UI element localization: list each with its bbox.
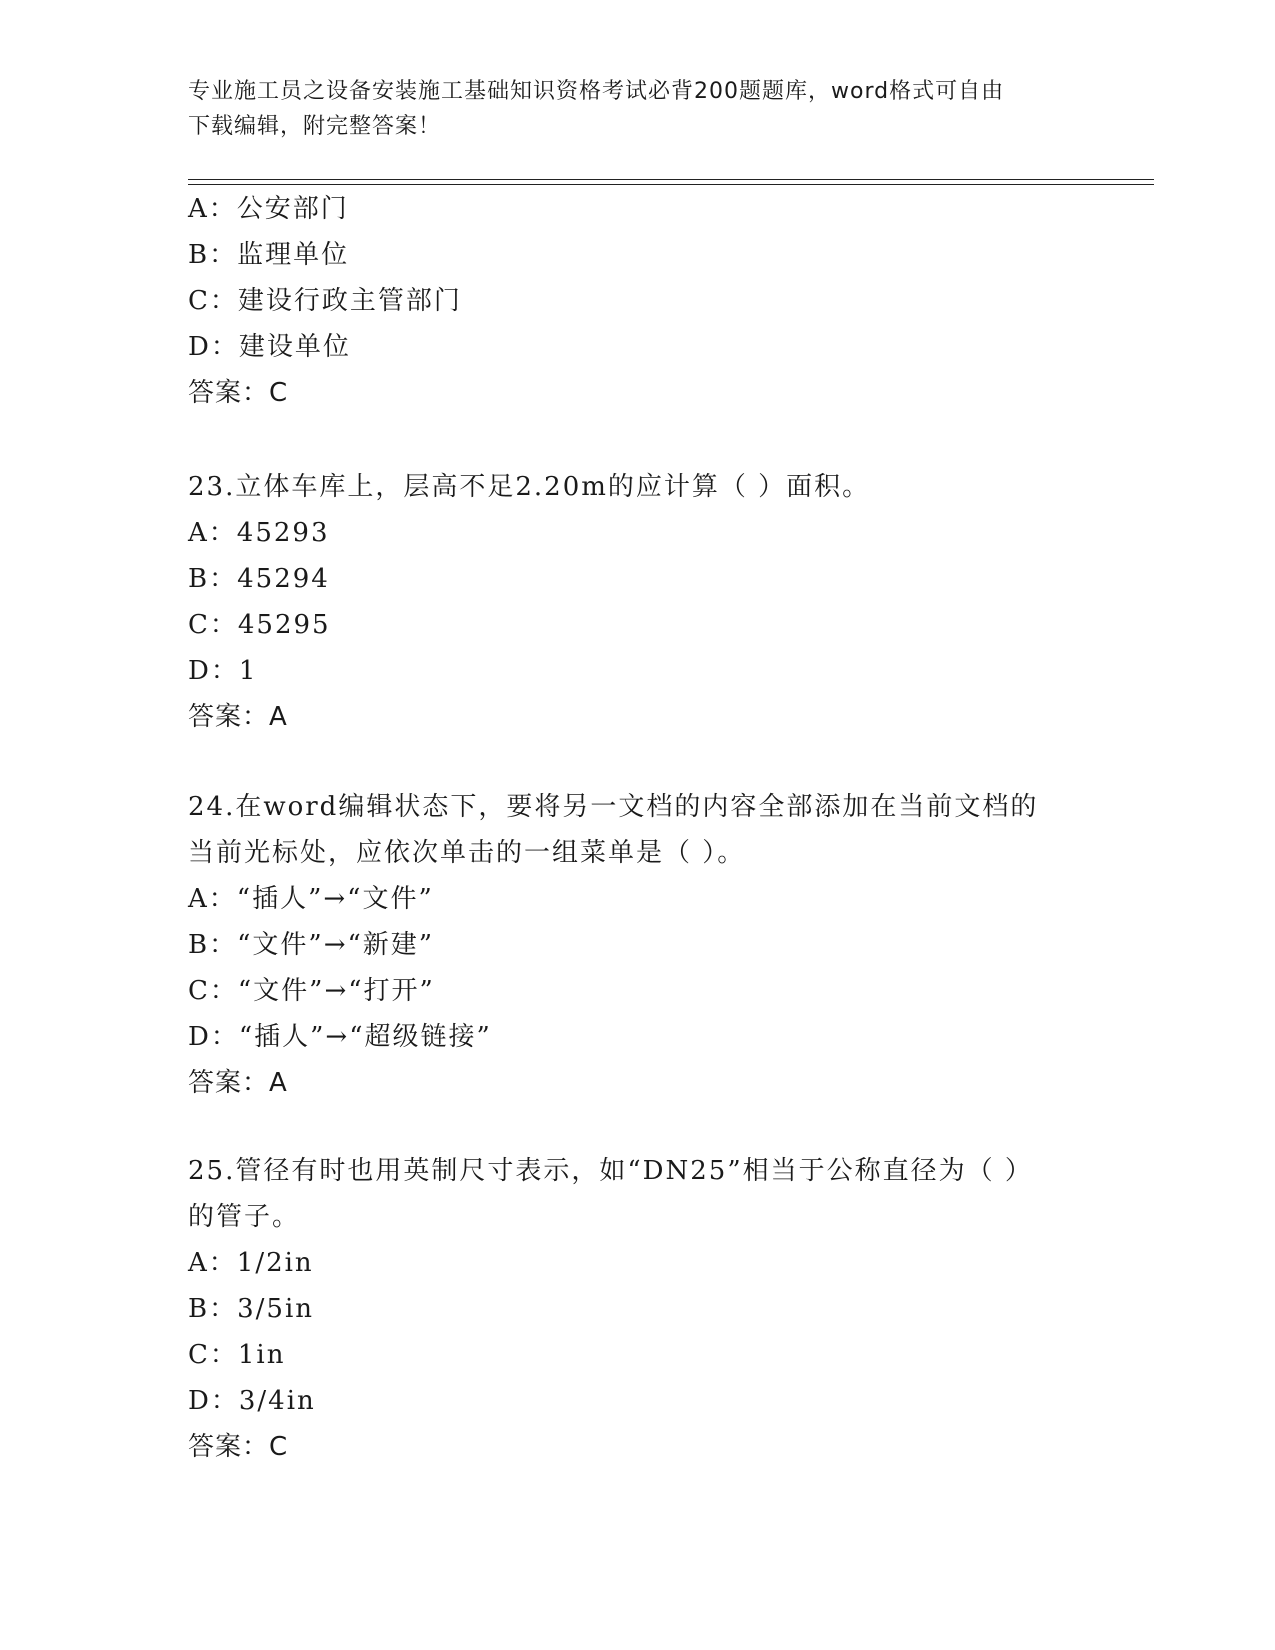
- option-c: C：45295: [188, 610, 331, 640]
- option-b: B：监理单位: [188, 240, 350, 270]
- option-a: A：45293: [188, 518, 330, 548]
- answer-line: 答案：A: [188, 1068, 288, 1098]
- answer-line: 答案：C: [188, 378, 289, 408]
- header-divider-top: [188, 179, 1154, 180]
- header-line-2: 下载编辑，附完整答案！: [188, 114, 442, 139]
- document-header: [188, 74, 1068, 144]
- question-23-block: [188, 464, 1088, 740]
- option-b: B：45294: [188, 564, 330, 594]
- option-a: A：公安部门: [188, 194, 349, 224]
- option-d: D：建设单位: [188, 332, 351, 362]
- question-22-block: [188, 186, 1088, 416]
- answer-line: 答案：A: [188, 702, 288, 732]
- option-c: C：1in: [188, 1340, 286, 1370]
- question-text-line-1: 24.在word编辑状态下，要将另一文档的内容全部添加在当前文档的: [188, 792, 1039, 822]
- option-d: D：1: [188, 656, 258, 686]
- option-c: C：“文件”→“打开”: [188, 976, 435, 1006]
- question-text-line-2: 当前光标处，应依次单击的一组菜单是（ ）。: [188, 838, 746, 868]
- question-text: 23.立体车库上，层高不足2.20m的应计算（ ）面积。: [188, 472, 871, 502]
- header-divider-bottom: [188, 184, 1154, 185]
- option-c: C：建设行政主管部门: [188, 286, 462, 316]
- option-b: B：3/5in: [188, 1294, 315, 1324]
- question-24-block: [188, 784, 1088, 1106]
- answer-line: 答案：C: [188, 1432, 289, 1462]
- option-b: B：“文件”→“新建”: [188, 930, 435, 960]
- option-a: A：1/2in: [188, 1248, 314, 1278]
- option-a: A：“插人”→“文件”: [188, 884, 434, 914]
- question-text-line-2: 的管子。: [188, 1202, 301, 1232]
- question-25-block: [188, 1148, 1088, 1470]
- header-line-1: 专业施工员之设备安装施工基础知识资格考试必背200题题库，word格式可自由: [188, 79, 1005, 104]
- question-text-line-1: 25.管径有时也用英制尺寸表示，如“DN25”相当于公称直径为（ ）: [188, 1156, 1033, 1186]
- option-d: D：“插人”→“超级链接”: [188, 1022, 492, 1052]
- option-d: D：3/4in: [188, 1386, 316, 1416]
